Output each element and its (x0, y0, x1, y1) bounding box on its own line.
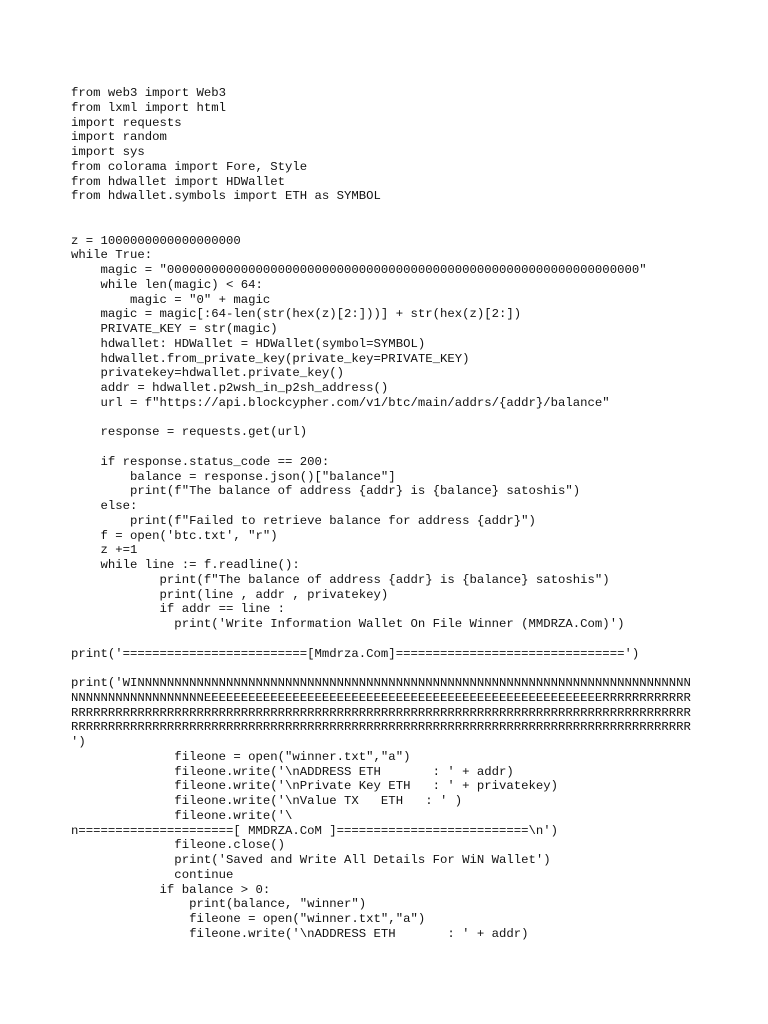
code-line: response = requests.get(url) (71, 425, 308, 440)
code-line: print('Saved and Write All Details For WiN Wallet') (71, 853, 551, 867)
code-line: print(f"The balance of address {addr} is {balance} satoshis") (71, 572, 610, 587)
code-line (71, 204, 711, 219)
code-line: fileone.write('\nADDRESS ETH : ' + addr) (71, 926, 529, 941)
code-line: balance = response.json()["balance"] (71, 469, 396, 484)
code-line: print('=========================[Mmdrza.Com]===============================') (71, 646, 640, 661)
code-line: continue (71, 867, 234, 882)
code-line: print('WINNNNNNNNNNNNNNNNNNNNNNNNNNNNNNNNNNNNNNNNNNNNNNNNNNNNNNNNNNNNNNNNNNNNNNNNNNN (71, 676, 691, 690)
code-line: fileone.write('\nADDRESS ETH : ' + addr) (71, 764, 514, 779)
code-line: while len(magic) < 64: (71, 277, 263, 292)
code-line: import requests (71, 115, 182, 130)
code-line: if response.status_code == 200: (71, 454, 330, 469)
code-line (71, 632, 711, 647)
code-line: url = f"https://api.blockcypher.com/v1/btc/main/addrs/{addr}/balance" (71, 395, 610, 410)
code-line: from lxml import html (71, 100, 226, 115)
code-line: if addr == line : (71, 602, 286, 617)
code-line: if balance > 0: (71, 882, 271, 897)
code-line: import sys (71, 145, 145, 159)
code-line: while True: (71, 248, 153, 263)
code-line: fileone.write('\nValue TX ETH : ' ) (71, 794, 463, 808)
code-line: n=====================[ MMDRZA.CoM ]==========================\n') (71, 823, 559, 838)
code-line: fileone.write('\nPrivate Key ETH : ' + privatekey) (71, 779, 559, 794)
code-line: from web3 import Web3 (71, 86, 226, 100)
code-line: from hdwallet.symbols import ETH as SYMBOL (71, 189, 381, 204)
code-line: z = 1000000000000000000 (71, 233, 241, 248)
code-line: import random (71, 130, 167, 145)
code-line: print(line , addr , privatekey) (71, 587, 389, 602)
code-line (71, 219, 711, 234)
code-listing (71, 86, 711, 942)
code-line: magic = magic[:64-len(str(hex(z)[2:]))] + str(hex(z)[2:]) (71, 307, 522, 322)
code-line: fileone.write('\ (71, 808, 293, 823)
code-line: while line := f.readline(): (71, 558, 300, 572)
code-line: fileone = open("winner.txt","a") (71, 912, 426, 926)
code-line: z +=1 (71, 543, 138, 558)
code-line: print(balance, "winner") (71, 897, 367, 912)
code-line: from hdwallet import HDWallet (71, 174, 286, 189)
code-line: print(f"The balance of address {addr} is {balance} satoshis") (71, 484, 581, 499)
code-line: magic = "0000000000000000000000000000000000000000000000000000000000000000" (71, 263, 647, 277)
code-line (71, 411, 711, 426)
code-line: print('Write Information Wallet On File Winner (MMDRZA.Com)') (71, 617, 625, 631)
code-line: else: (71, 499, 138, 513)
code-line: hdwallet.from_private_key(private_key=PRIVATE_KEY) (71, 351, 470, 366)
code-line: fileone = open("winner.txt","a") (71, 749, 411, 764)
code-line: f = open('btc.txt', "r") (71, 528, 278, 543)
code-line: privatekey=hdwallet.private_key() (71, 366, 345, 381)
code-line: from colorama import Fore, Style (71, 159, 308, 174)
code-line: NNNNNNNNNNNNNNNNNNEEEEEEEEEEEEEEEEEEEEEEEEEEEEEEEEEEEEEEEEEEEEEEEEEEEEEERRRRRRRRRRRR (71, 690, 691, 705)
code-line: addr = hdwallet.p2wsh_in_p2sh_address() (71, 381, 389, 395)
code-line (71, 440, 711, 455)
code-line: print(f"Failed to retrieve balance for address {addr}") (71, 513, 536, 528)
code-line: RRRRRRRRRRRRRRRRRRRRRRRRRRRRRRRRRRRRRRRRRRRRRRRRRRRRRRRRRRRRRRRRRRRRRRRRRRRRRRRRRRRR (71, 705, 691, 720)
code-line: hdwallet: HDWallet = HDWallet(symbol=SYMBOL) (71, 336, 426, 351)
code-line: RRRRRRRRRRRRRRRRRRRRRRRRRRRRRRRRRRRRRRRRRRRRRRRRRRRRRRRRRRRRRRRRRRRRRRRRRRRRRRRRRRRR (71, 720, 691, 735)
code-line: fileone.close() (71, 838, 286, 853)
code-line: PRIVATE_KEY = str(magic) (71, 322, 278, 336)
code-line: ') (71, 735, 86, 749)
code-line (71, 661, 711, 676)
code-line: magic = "0" + magic (71, 292, 271, 307)
